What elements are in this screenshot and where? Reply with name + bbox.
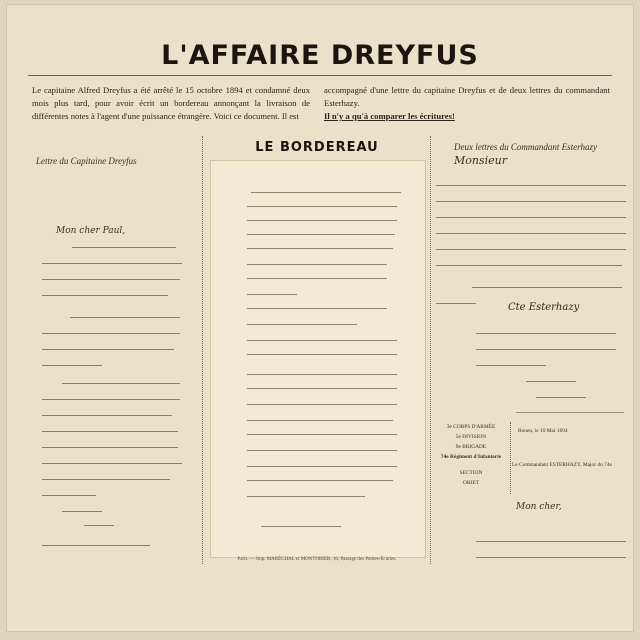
esterhazy-signature: Cte Esterhazy xyxy=(508,302,580,313)
handwriting-line xyxy=(247,381,397,389)
handwriting-line xyxy=(247,213,397,221)
column-divider-right xyxy=(430,136,431,564)
handwriting-line xyxy=(436,178,626,186)
handwriting-line xyxy=(42,392,180,400)
dreyfus-letter-heading: Lettre du Capitaine Dreyfus xyxy=(36,156,137,166)
handwriting-line xyxy=(476,550,626,558)
handwriting-line xyxy=(42,408,172,416)
handwriting-line xyxy=(247,397,397,405)
handwriting-line xyxy=(247,459,397,467)
handwriting-line xyxy=(84,518,114,526)
title-rule xyxy=(28,75,612,76)
handwriting-line xyxy=(436,194,626,202)
handwriting-line xyxy=(42,440,178,448)
letterhead-division: 5e DIVISION xyxy=(455,434,487,440)
column-divider-left xyxy=(202,136,203,564)
intro-text-left: Le capitaine Alfred Dreyfus a été arrêté le 15 octobre 1894 et condamné deux mois plus tard, pour avoir écrit un bordereau annonçant la livraison de différentes notes à l'agent d'une puissance étrangère. Voici ce document. Il est xyxy=(32,85,310,121)
handwriting-line xyxy=(62,376,180,384)
handwriting-line xyxy=(247,413,393,421)
esterhazy-letters-heading: Deux lettres du Commandant Esterhazy xyxy=(454,142,597,152)
handwriting-line xyxy=(42,342,174,350)
handwriting-line xyxy=(247,301,387,309)
handwriting-line xyxy=(476,358,546,366)
handwriting-line xyxy=(247,271,387,279)
bordereau-heading: LE BORDEREAU xyxy=(255,140,379,155)
handwriting-line xyxy=(247,257,387,265)
handwriting-line xyxy=(247,333,397,341)
handwriting-line xyxy=(247,489,365,497)
handwriting-line xyxy=(436,296,476,304)
handwriting-line xyxy=(247,241,393,249)
handwriting-line xyxy=(247,347,397,355)
handwriting-line xyxy=(476,342,616,350)
printer-imprint: Paris. — Imp. MARÉCHAL et MONTORIER, 16, Passage des Petites-Écuries. xyxy=(237,557,397,562)
dreyfus-salutation: Mon cher Paul, xyxy=(56,226,126,236)
handwriting-line xyxy=(247,227,395,235)
handwriting-line xyxy=(247,367,397,375)
intro-text-right: accompagné d'une lettre du capitaine Dreyfus et de deux lettres du commandant Esterhazy. Il n'y a qu'à comparer les écritures! xyxy=(324,85,610,121)
handwriting-line xyxy=(42,326,180,334)
handwriting-line xyxy=(247,427,397,435)
esterhazy-salutation: Monsieur xyxy=(454,154,507,167)
handwriting-line xyxy=(247,287,297,295)
handwriting-line xyxy=(536,390,586,398)
handwriting-line xyxy=(251,185,401,193)
handwriting-line xyxy=(436,226,626,234)
document-sheet xyxy=(6,4,634,632)
letterhead-army-corps: 3e CORPS D'ARMÉE xyxy=(446,424,496,430)
handwriting-line xyxy=(62,504,102,512)
handwriting-line xyxy=(526,374,576,382)
handwriting-line xyxy=(261,519,341,527)
handwriting-line xyxy=(42,538,150,546)
handwriting-line xyxy=(247,317,357,325)
bordereau-facsimile xyxy=(210,160,426,558)
letterhead-place-date: Rouen, le 10 Mai 1894 xyxy=(518,428,568,434)
handwriting-line xyxy=(476,326,616,334)
handwriting-line xyxy=(42,272,180,280)
letterhead-commandant: Le Commandant ESTERHAZY, Major du 74e xyxy=(512,462,612,468)
letterhead-section: SECTION xyxy=(459,470,483,476)
handwriting-line xyxy=(42,424,178,432)
handwriting-line xyxy=(247,473,393,481)
handwriting-line xyxy=(247,199,397,207)
letterhead-brigade: 9e BRIGADE xyxy=(455,444,487,450)
handwriting-line xyxy=(436,242,626,250)
esterhazy-second-salutation: Mon cher, xyxy=(516,502,562,512)
handwriting-line xyxy=(70,310,180,318)
handwriting-line xyxy=(436,210,626,218)
letterhead-regiment: 74e Régiment d'Infanterie xyxy=(440,454,502,460)
letterhead-divider xyxy=(510,422,511,494)
handwriting-line xyxy=(436,258,622,266)
handwriting-line xyxy=(42,456,182,464)
letterhead-rule xyxy=(516,412,624,413)
handwriting-line xyxy=(42,488,96,496)
handwriting-line xyxy=(72,240,176,248)
handwriting-line xyxy=(42,256,182,264)
handwriting-line xyxy=(476,534,626,542)
handwriting-line xyxy=(472,280,622,288)
handwriting-line xyxy=(247,443,397,451)
letterhead-object: OBJET xyxy=(462,480,480,486)
handwriting-line xyxy=(42,358,102,366)
handwriting-line xyxy=(42,472,170,480)
page-title: L'AFFAIRE DREYFUS xyxy=(161,40,479,71)
compare-handwriting-callout: Il n'y a qu'à comparer les écritures! xyxy=(324,111,455,121)
handwriting-line xyxy=(42,288,168,296)
